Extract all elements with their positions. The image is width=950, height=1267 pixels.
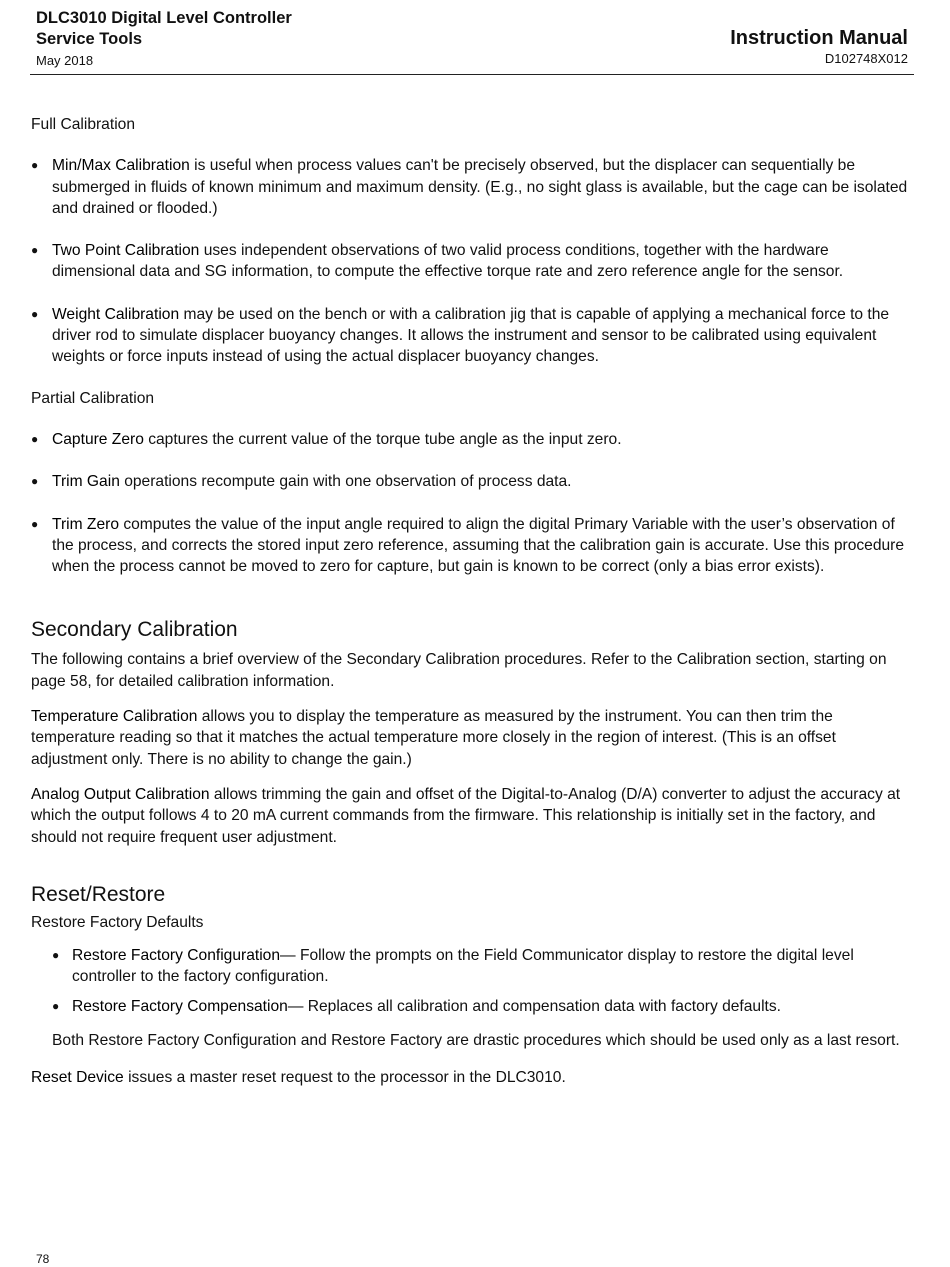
analog-output-calibration-paragraph <box>31 784 915 848</box>
bullet-term: Capture Zero <box>52 430 144 448</box>
paragraph-term: Analog Output Calibration <box>31 785 210 803</box>
document-title: DLC3010 Digital Level Controller <box>36 9 292 27</box>
bullet-term: Two Point Calibration <box>52 242 200 260</box>
manual-label: Instruction Manual <box>730 27 908 49</box>
secondary-calibration-intro: The following contains a brief overview of the Secondary Calibration procedures. Refer to the Calibration section, starting on page 58, for detailed calibration information. <box>31 651 887 690</box>
bullet-term: Restore Factory Compensation <box>72 997 288 1015</box>
list-item <box>31 945 915 988</box>
list-item <box>31 996 915 1017</box>
bullet-text: captures the current value of the torque tube angle as the input zero. <box>143 430 622 448</box>
bullet-text: computes the value of the input angle required to align the digital Primary Variable with the user’s observation of the process, and corrects the stored input zero reference, assuming that the calibration gain is accurate. Use this procedure when the process cannot be moved to zero for capture, but gain is known to be correct (only a bias error exists). <box>52 515 905 576</box>
bullet-text: — Follow the prompts on the Field Communicator display to restore the digital level controller to the factory configuration. <box>72 947 854 986</box>
bullet-text: is useful when process values can't be precisely observed, but the displacer can sequentially be submerged in fluids of known minimum and maximum density. (E.g., no sight glass is available, but the cage can be isolated and drained or flooded.) <box>52 157 908 217</box>
restore-factory-defaults-heading: Restore Factory Defaults <box>31 913 204 931</box>
bullet-term: Restore Factory Configuration <box>72 947 281 965</box>
header-divider <box>30 74 914 75</box>
full-calibration-list <box>31 155 915 367</box>
full-calibration-heading: Full Calibration <box>31 116 136 133</box>
header-left <box>36 8 292 70</box>
list-item <box>31 155 915 219</box>
temperature-calibration-paragraph <box>31 706 915 770</box>
list-item <box>31 514 915 578</box>
document-subtitle: Service Tools <box>36 30 143 48</box>
restore-note: Both Restore Factory Configuration and Restore Factory are drastic procedures which should be used only as a last resort. <box>52 1032 900 1050</box>
reset-device-paragraph <box>31 1067 915 1088</box>
list-item <box>31 304 915 368</box>
secondary-calibration-heading: Secondary Calibration <box>31 618 238 642</box>
bullet-term: Trim Gain <box>52 473 120 491</box>
document-number: D102748X012 <box>824 51 908 66</box>
paragraph-text: allows you to display the temperature as measured by the instrument. You can then trim the temperature reading so that it matches the actual temperature more closely in the region of interest. (This is an offset adjustment only. There is no ability to change the gain.) <box>31 708 836 768</box>
partial-calibration-heading: Partial Calibration <box>31 389 155 407</box>
reset-restore-heading: Reset/Restore <box>31 882 166 906</box>
list-item <box>31 471 915 492</box>
document-date: May 2018 <box>36 53 94 68</box>
paragraph-term: Temperature Calibration <box>31 708 198 726</box>
list-item <box>31 240 915 283</box>
paragraph-text: allows trimming the gain and offset of the Digital-to-Analog (D/A) converter to adjust the accuracy at which the output follows 4 to 20 mA current commands from the firmware. This relationship is initially set in the factory, and should not require frequent user adjustment. <box>31 785 901 846</box>
bullet-text: uses independent observations of two valid process conditions, together with the hardware dimensional data and SG information, to compute the effective torque rate and zero reference angle for the sensor. <box>52 242 844 281</box>
restore-list <box>31 945 915 1017</box>
bullet-term: Min/Max Calibration <box>52 157 190 175</box>
bullet-term: Weight Calibration <box>52 305 180 323</box>
partial-calibration-list <box>31 429 915 577</box>
page-number: 78 <box>36 1252 50 1266</box>
bullet-text: — Replaces all calibration and compensation data with factory defaults. <box>287 997 782 1015</box>
bullet-text: may be used on the bench or with a calibration jig that is capable of applying a mechanical force to the driver rod to simulate displacer buoyancy changes. It allows the instrument and sensor to be calibrated using equivalent weights or force inputs instead of using the actual displacer buoyancy changes. <box>52 305 890 366</box>
paragraph-term: Reset Device <box>31 1069 124 1087</box>
header-right <box>730 26 908 67</box>
bullet-text: operations recompute gain with one observation of process data. <box>119 473 572 491</box>
list-item <box>31 429 915 450</box>
page-content <box>31 114 915 1089</box>
paragraph-text: issues a master reset request to the processor in the DLC3010. <box>123 1069 566 1087</box>
bullet-term: Trim Zero <box>52 515 119 533</box>
